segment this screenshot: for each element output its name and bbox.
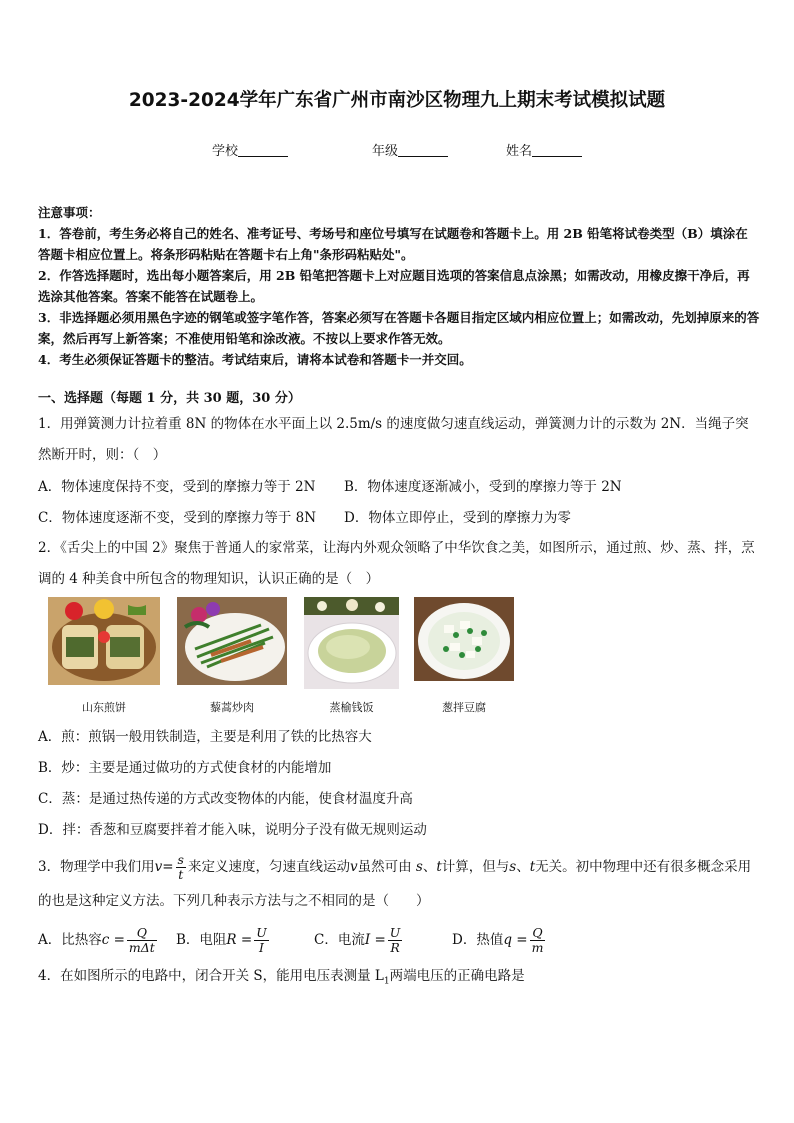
q3-eq: =: [162, 859, 174, 875]
section-title: 一、选择题（每题 1 分，共 30 题，30 分）: [38, 391, 301, 406]
q3-var-s: s: [415, 859, 423, 875]
school-blank: [238, 144, 288, 157]
question-3-option-d: [452, 924, 547, 956]
question-3-option-c: [314, 924, 404, 956]
notes-block: [38, 202, 760, 370]
formula-lhs: I: [364, 932, 371, 948]
question-2-option-b: B．炒：主要是通过做功的方式使食材的内能增加: [38, 760, 332, 776]
q4-text: 4．在如图所示的电路中，闭合开关 S，能用电压表测量 L: [38, 968, 384, 984]
name-field: [506, 140, 582, 159]
question-3-option-a: [38, 924, 159, 956]
note-item: 1．答卷前，考生务必将自己的姓名、准考证号、考场号和座位号填写在试题卷和答题卡上。用 2B 铅笔将试卷类型（B）填涂在答题卡相应位置上。将条形码粘贴在答题卡右上角"条形码粘贴处"。: [38, 226, 748, 262]
fraction-denominator: R: [390, 940, 400, 955]
question-1-option-b: B．物体速度逐渐减小，受到的摩擦力等于 2N: [344, 479, 622, 495]
fraction-numerator: Q: [127, 926, 157, 941]
note-item: 2．作答选择题时，选出每小题答案后，用 2B 铅笔把答题卡上对应题目选项的答案信息点涂黑；如需改动，用橡皮擦干净后，再选涂其他答案。答案不能答在试题卷上。: [38, 268, 750, 304]
question-1-option-d: D．物体立即停止，受到的摩擦力为零: [344, 510, 571, 526]
question-2-option-d: D．拌：香葱和豆腐要拌着才能入味，说明分子没有做无规则运动: [38, 822, 427, 838]
bandoufu-picture: [414, 597, 514, 681]
q3-var-s: s: [509, 859, 517, 875]
food-caption: 葱拌豆腐: [442, 701, 486, 714]
food-image-chaorou: [177, 597, 287, 714]
name-blank: [532, 144, 582, 157]
food-caption: 山东煎饼: [82, 701, 126, 714]
formula-eq: =: [516, 932, 528, 948]
fraction-denominator: t: [178, 867, 184, 882]
option-label: B．电阻: [176, 932, 227, 948]
question-2-stem: 2．《舌尖上的中国 2》聚焦于普通人的家常菜，让海内外观众领略了中华饮食之美，如图所示，通过煎、炒、蒸、拌，烹调的 4 种美食中所包含的物理知识，认识正确的是（ ）: [38, 540, 755, 587]
food-caption: 藜蒿炒肉: [210, 701, 254, 714]
q4-text: 两端电压的正确电路是: [389, 968, 525, 984]
q3-var-t: t: [436, 859, 442, 875]
formula-fraction: [388, 926, 403, 955]
name-label: 姓名: [506, 144, 533, 159]
formula-eq: =: [374, 932, 386, 948]
q3-sep: 、: [422, 859, 437, 875]
jianbing-picture: [48, 597, 160, 685]
food-images: [48, 597, 518, 722]
fraction-numerator: U: [389, 925, 401, 940]
question-1-stem: 1．用弹簧测力计拉着重 8N 的物体在水平面上以 2.5m/s 的速度做匀速直线运动，弹簧测力计的示数为 2N．当绳子突然断开时，则：（ ）: [38, 416, 749, 463]
question-1-option-c: C．物体速度逐渐不变，受到的摩擦力等于 8N: [38, 510, 317, 526]
q3-text: 来定义速度，匀速直线运动: [187, 859, 350, 875]
food-image-jianbing: [48, 597, 160, 714]
fraction-numerator: U: [256, 925, 267, 940]
q3-text: 计算，但与: [441, 859, 510, 875]
food-image-bandoufu: [414, 597, 514, 714]
q3-text: 3．物理学中我们用: [38, 859, 155, 875]
question-4-stem: [38, 966, 525, 992]
fraction-denominator: mΔt: [128, 940, 155, 955]
exam-title: 2023-2024学年广东省广州市南沙区物理九上期末考试模拟试题: [128, 90, 666, 111]
q3-text: 虽然可由: [357, 859, 412, 875]
q3-var-t: t: [529, 859, 536, 875]
grade-label: 年级: [372, 144, 399, 159]
q4-subscript: 1: [383, 976, 390, 987]
formula-lhs: R: [226, 932, 237, 948]
q3-sep: 、: [516, 859, 530, 875]
formula-eq: =: [240, 932, 253, 948]
grade-blank: [398, 144, 448, 157]
grade-field: [372, 140, 448, 159]
formula-fraction: [127, 926, 157, 955]
question-1-option-a: A．物体速度保持不变，受到的摩擦力等于 2N: [38, 479, 316, 495]
school-label: 学校: [212, 144, 239, 159]
food-caption: 蒸榆钱饭: [329, 701, 374, 714]
chaorou-picture: [177, 597, 287, 685]
formula-lhs: q: [503, 932, 512, 948]
formula-fraction: [254, 926, 269, 955]
option-label: A．比热容: [38, 932, 102, 948]
q3-var-v: v: [154, 859, 163, 875]
fraction-denominator: m: [531, 940, 544, 955]
yuqianfan-picture: [304, 597, 399, 689]
q3-speed-fraction: [176, 853, 186, 882]
food-image-yuqianfan: [304, 597, 399, 714]
question-3-option-b: [176, 924, 271, 956]
note-item: 3．非选择题必须用黑色字迹的钢笔或签字笔作答，答案必须写在答题卡各题目指定区域内相应位置上；如需改动，先划掉原来的答案，然后再写上新答案；不准使用铅笔和涂改液。不按以上要求作答无效。: [38, 310, 760, 346]
question-3-stem: [38, 850, 760, 918]
fraction-denominator: I: [259, 940, 264, 955]
question-2-option-c: C．蒸：是通过热传递的方式改变物体的内能，使食材温度升高: [38, 791, 413, 807]
fraction-numerator: Q: [530, 926, 546, 941]
option-label: C．电流: [314, 932, 365, 948]
note-item: 4．考生必须保证答题卡的整洁。考试结束后，请将本试卷和答题卡一并交回。: [38, 352, 472, 367]
notes-heading: 注意事项：: [38, 205, 101, 220]
fraction-numerator: s: [177, 852, 184, 867]
formula-eq: =: [113, 932, 125, 948]
q3-var-v: v: [349, 859, 358, 875]
school-field: [212, 140, 288, 159]
q3-text: 无关。初中物理中还有很多概念采用的也是这种定义方法。下列几种表示方法与之不相同的是（ ）: [38, 859, 752, 909]
formula-lhs: c: [101, 932, 110, 948]
question-2-option-a: A．煎：煎锅一般用铁制造，主要是利用了铁的比热容大: [38, 729, 372, 745]
option-label: D．热值: [452, 932, 504, 948]
formula-fraction: [530, 926, 546, 955]
